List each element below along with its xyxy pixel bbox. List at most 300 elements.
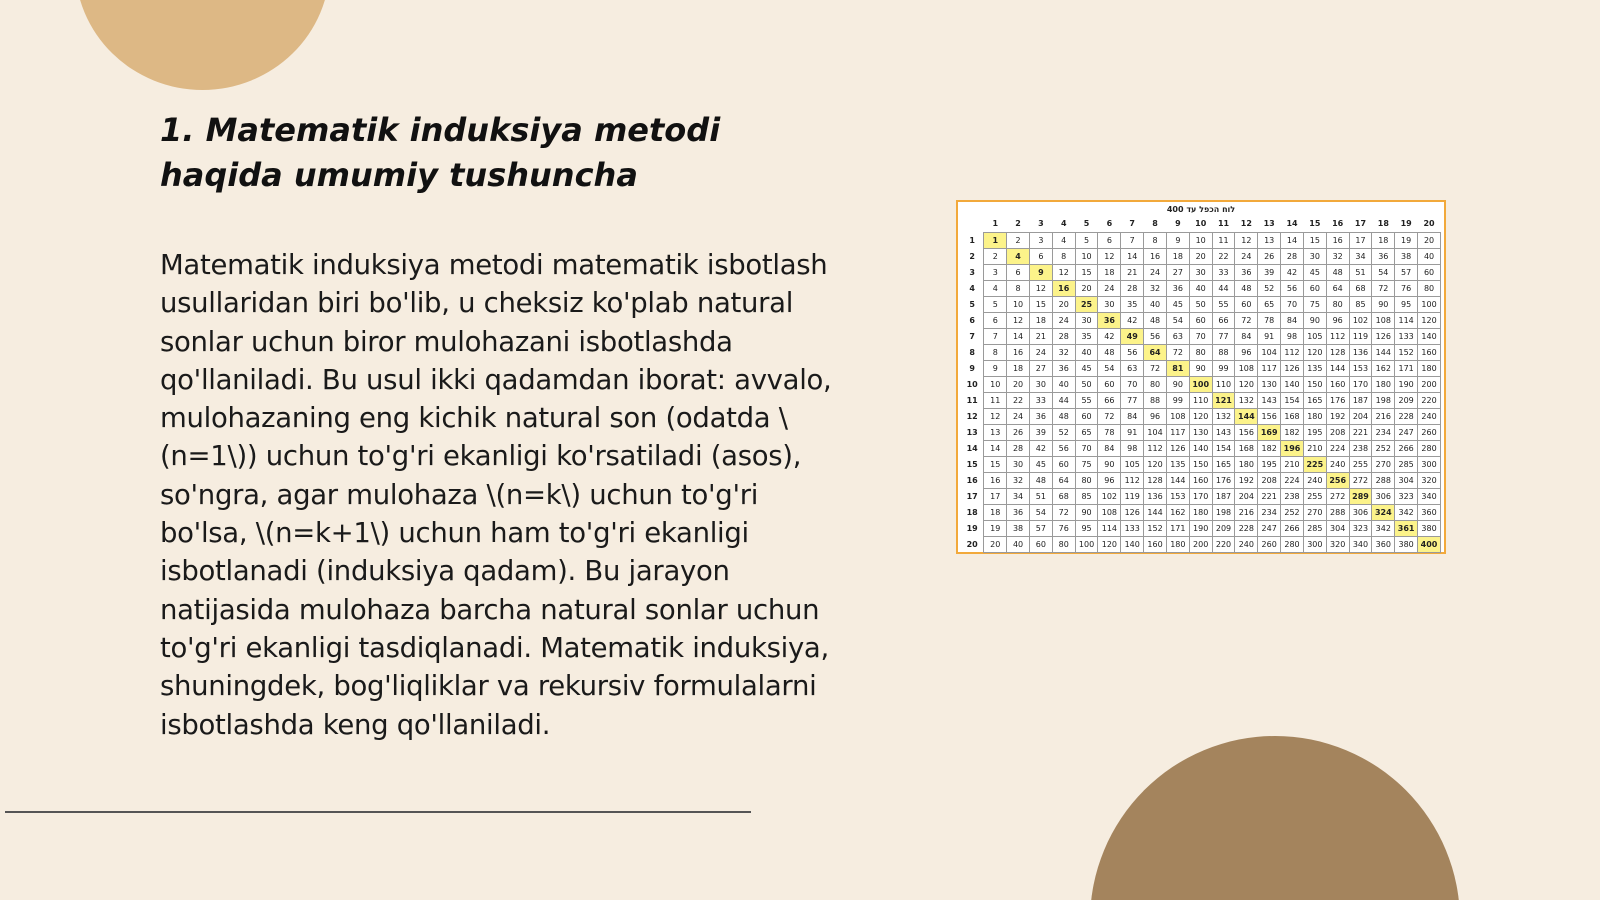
column-header: 13 [1263, 219, 1275, 229]
table-cell: 112 [1144, 440, 1167, 456]
table-cell: 247 [1395, 424, 1418, 440]
table-cell: 228 [1395, 408, 1418, 424]
table-cell: 16 [984, 472, 1007, 488]
table-cell: 6 [1029, 248, 1052, 264]
table-cell: 38 [1395, 248, 1418, 264]
column-header: 2 [1015, 219, 1021, 229]
table-cell: 120 [1418, 312, 1441, 328]
table-cell: 304 [1395, 472, 1418, 488]
table-cell: 176 [1212, 472, 1235, 488]
table-cell: 209 [1212, 520, 1235, 536]
table-cell: 80 [1189, 344, 1212, 360]
table-cell: 70 [1189, 328, 1212, 344]
table-cell: 114 [1098, 520, 1121, 536]
table-row [961, 232, 1441, 248]
table-cell: 84 [1281, 312, 1304, 328]
row-header: 18 [966, 507, 978, 517]
table-cell: 54 [1029, 504, 1052, 520]
table-cell: 11 [984, 392, 1007, 408]
table-cell: 18 [1007, 360, 1030, 376]
table-cell: 66 [1212, 312, 1235, 328]
table-cell: 180 [1418, 360, 1441, 376]
table-cell: 209 [1395, 392, 1418, 408]
table-cell: 15 [1029, 296, 1052, 312]
table-cell: 90 [1372, 296, 1395, 312]
table-cell: 35 [1121, 296, 1144, 312]
column-header: 8 [1152, 219, 1158, 229]
table-cell: 198 [1372, 392, 1395, 408]
table-cell: 90 [1303, 312, 1326, 328]
table-row [961, 376, 1441, 392]
table-cell: 204 [1235, 488, 1258, 504]
table-cell: 120 [1144, 456, 1167, 472]
table-cell: 39 [1258, 264, 1281, 280]
table-cell: 8 [1052, 248, 1075, 264]
table-cell: 108 [1372, 312, 1395, 328]
table-cell: 247 [1258, 520, 1281, 536]
table-cell: 133 [1395, 328, 1418, 344]
table-cell: 380 [1418, 520, 1441, 536]
table-cell: 135 [1303, 360, 1326, 376]
table-cell: 45 [1166, 296, 1189, 312]
table-cell: 60 [1235, 296, 1258, 312]
table-cell: 45 [1029, 456, 1052, 472]
row-header: 1 [969, 235, 975, 245]
table-row [961, 328, 1441, 344]
table-cell: 272 [1349, 472, 1372, 488]
table-cell: 144 [1144, 504, 1167, 520]
table-cell: 40 [1418, 248, 1441, 264]
table-cell: 160 [1189, 472, 1212, 488]
table-cell: 180 [1372, 376, 1395, 392]
table-cell: 105 [1303, 328, 1326, 344]
table-row [961, 408, 1441, 424]
table-cell: 165 [1212, 456, 1235, 472]
table-cell: 120 [1235, 376, 1258, 392]
table-cell: 42 [1121, 312, 1144, 328]
table-cell: 54 [1166, 312, 1189, 328]
table-cell: 220 [1418, 392, 1441, 408]
table-cell: 208 [1326, 424, 1349, 440]
table-cell: 306 [1349, 504, 1372, 520]
table-cell: 76 [1052, 520, 1075, 536]
table-cell: 18 [1372, 232, 1395, 248]
table-cell: 270 [1372, 456, 1395, 472]
table-cell: 48 [1029, 472, 1052, 488]
table-cell: 15 [1075, 264, 1098, 280]
table-row [961, 488, 1441, 504]
table-cell: 75 [1075, 456, 1098, 472]
table-cell: 20 [1007, 376, 1030, 392]
table-cell: 266 [1395, 440, 1418, 456]
table-cell: 170 [1349, 376, 1372, 392]
divider-line [5, 811, 751, 813]
table-cell: 266 [1281, 520, 1304, 536]
square-cell: 196 [1281, 440, 1304, 456]
table-cell: 340 [1349, 536, 1372, 552]
table-cell: 22 [1212, 248, 1235, 264]
table-cell: 105 [1121, 456, 1144, 472]
table-cell: 255 [1349, 456, 1372, 472]
table-cell: 126 [1281, 360, 1304, 376]
table-cell: 80 [1075, 472, 1098, 488]
table-cell: 57 [1395, 264, 1418, 280]
square-cell: 324 [1372, 504, 1395, 520]
table-cell: 190 [1189, 520, 1212, 536]
table-cell: 12 [1029, 280, 1052, 296]
table-cell: 270 [1303, 504, 1326, 520]
table-cell: 65 [1075, 424, 1098, 440]
table-cell: 32 [1144, 280, 1167, 296]
table-cell: 380 [1395, 536, 1418, 552]
table-cell: 15 [984, 456, 1007, 472]
table-cell: 28 [1121, 280, 1144, 296]
table-cell: 19 [984, 520, 1007, 536]
table-cell: 14 [1281, 232, 1304, 248]
table-cell: 140 [1281, 376, 1304, 392]
table-row [961, 440, 1441, 456]
table-cell: 28 [1281, 248, 1304, 264]
table-cell: 63 [1166, 328, 1189, 344]
column-header: 17 [1354, 219, 1367, 229]
table-cell: 13 [984, 424, 1007, 440]
table-cell: 272 [1326, 488, 1349, 504]
table-cell: 300 [1418, 456, 1441, 472]
table-cell: 224 [1326, 440, 1349, 456]
table-cell: 160 [1144, 536, 1167, 552]
table-cell: 306 [1372, 488, 1395, 504]
table-cell: 30 [1007, 456, 1030, 472]
table-cell: 198 [1212, 504, 1235, 520]
table-cell: 34 [1349, 248, 1372, 264]
table-cell: 153 [1349, 360, 1372, 376]
table-cell: 104 [1258, 344, 1281, 360]
table-cell: 60 [1052, 456, 1075, 472]
table-cell: 70 [1281, 296, 1304, 312]
square-cell: 4 [1007, 248, 1030, 264]
table-cell: 12 [984, 408, 1007, 424]
table-cell: 60 [1418, 264, 1441, 280]
multiplication-table-image [956, 200, 1446, 554]
table-cell: 143 [1258, 392, 1281, 408]
table-row [961, 296, 1441, 312]
table-cell: 180 [1166, 536, 1189, 552]
table-cell: 56 [1281, 280, 1304, 296]
row-header: 14 [966, 443, 978, 453]
table-cell: 80 [1418, 280, 1441, 296]
table-cell: 24 [1144, 264, 1167, 280]
row-header: 16 [966, 475, 978, 485]
table-cell: 240 [1235, 536, 1258, 552]
table-cell: 36 [1052, 360, 1075, 376]
table-cell: 192 [1235, 472, 1258, 488]
table-cell: 56 [1121, 344, 1144, 360]
table-cell: 40 [1189, 280, 1212, 296]
row-header: 10 [966, 379, 978, 389]
table-cell: 85 [1349, 296, 1372, 312]
table-cell: 255 [1303, 488, 1326, 504]
table-cell: 48 [1052, 408, 1075, 424]
table-cell: 65 [1258, 296, 1281, 312]
table-cell: 35 [1075, 328, 1098, 344]
table-cell: 10 [1075, 248, 1098, 264]
table-cell: 240 [1418, 408, 1441, 424]
table-cell: 13 [1258, 232, 1281, 248]
table-cell: 200 [1189, 536, 1212, 552]
table-cell: 240 [1326, 456, 1349, 472]
table-cell: 6 [1007, 264, 1030, 280]
square-cell: 9 [1029, 264, 1052, 280]
decorative-circle-bottom [1090, 736, 1460, 900]
table-cell: 323 [1395, 488, 1418, 504]
table-cell: 21 [1121, 264, 1144, 280]
table-cell: 192 [1326, 408, 1349, 424]
table-cell: 80 [1326, 296, 1349, 312]
slide-body-text: Matematik induksiya metodi matematik isbotlash usullaridan biri bo'lib, u cheksiz ko'plab natural sonlar uchun biror mulohazani isbotlashda qo'llaniladi. Bu usul ikki qadamdan iborat: avvalo, mulohazaning eng kichik natural son (odatda \(n=1\)) uchun to'g'ri ekanligi ko'rsatiladi (asos), so'ngra, agar mulohaza \(n=k\) uchun to'g'ri bo'lsa, \(n=k+1\) uchun ham to'g'ri ekanligi isbotlanadi (induksiya qadam). Bu jarayon natijasida mulohaza barcha natural sonlar uchun to'g'ri ekanligi tasdiqlanadi. Matematik induksiya, shuningdek, bog'liqliklar va rekursiv formulalarni isbotlashda keng qo'llaniladi. [160, 249, 832, 741]
table-cell: 84 [1235, 328, 1258, 344]
table-cell: 33 [1212, 264, 1235, 280]
table-cell: 360 [1372, 536, 1395, 552]
table-cell: 136 [1144, 488, 1167, 504]
table-cell: 75 [1303, 296, 1326, 312]
table-cell: 208 [1258, 472, 1281, 488]
table-cell: 224 [1281, 472, 1304, 488]
table-cell: 168 [1235, 440, 1258, 456]
table-cell: 78 [1098, 424, 1121, 440]
table-cell: 30 [1303, 248, 1326, 264]
table-cell: 136 [1349, 344, 1372, 360]
table-cell: 160 [1326, 376, 1349, 392]
table-cell: 68 [1349, 280, 1372, 296]
table-cell: 72 [1144, 360, 1167, 376]
square-cell: 225 [1303, 456, 1326, 472]
table-cell: 182 [1258, 440, 1281, 456]
table-cell: 342 [1372, 520, 1395, 536]
table-cell: 50 [1189, 296, 1212, 312]
table-cell: 8 [984, 344, 1007, 360]
table-cell: 36 [1007, 504, 1030, 520]
table-cell: 5 [1075, 232, 1098, 248]
table-cell: 32 [1052, 344, 1075, 360]
table-cell: 26 [1258, 248, 1281, 264]
table-cell: 15 [1303, 232, 1326, 248]
table-cell: 88 [1212, 344, 1235, 360]
table-cell: 30 [1029, 376, 1052, 392]
table-cell: 84 [1121, 408, 1144, 424]
table-cell: 323 [1349, 520, 1372, 536]
table-cell: 22 [1007, 392, 1030, 408]
table-cell: 20 [984, 536, 1007, 552]
table-cell: 112 [1121, 472, 1144, 488]
table-cell: 57 [1029, 520, 1052, 536]
table-cell: 154 [1281, 392, 1304, 408]
table-cell: 156 [1258, 408, 1281, 424]
table-cell: 228 [1235, 520, 1258, 536]
table-row [961, 280, 1441, 296]
table-cell: 18 [1166, 248, 1189, 264]
table-cell: 27 [1166, 264, 1189, 280]
row-header: 11 [966, 395, 978, 405]
column-header: 1 [992, 219, 999, 229]
table-cell: 114 [1395, 312, 1418, 328]
table-cell: 36 [1372, 248, 1395, 264]
table-cell: 300 [1303, 536, 1326, 552]
table-cell: 10 [1007, 296, 1030, 312]
table-cell: 120 [1303, 344, 1326, 360]
slide-title-line-1: 1. Matematik induksiya metodi [160, 111, 721, 149]
table-cell: 9 [984, 360, 1007, 376]
table-cell: 171 [1166, 520, 1189, 536]
table-cell: 180 [1189, 504, 1212, 520]
table-cell: 52 [1052, 424, 1075, 440]
square-cell: 169 [1258, 424, 1281, 440]
square-cell: 361 [1395, 520, 1418, 536]
table-cell: 126 [1121, 504, 1144, 520]
table-cell: 340 [1418, 488, 1441, 504]
table-cell: 165 [1303, 392, 1326, 408]
table-cell: 42 [1281, 264, 1304, 280]
table-cell: 285 [1395, 456, 1418, 472]
table-cell: 24 [1052, 312, 1075, 328]
table-cell: 88 [1144, 392, 1167, 408]
table-row [961, 344, 1441, 360]
square-cell: 49 [1121, 328, 1144, 344]
table-cell: 11 [1212, 232, 1235, 248]
table-cell: 40 [1052, 376, 1075, 392]
row-header: 8 [969, 347, 975, 357]
table-cell: 90 [1189, 360, 1212, 376]
table-cell: 95 [1075, 520, 1098, 536]
table-cell: 90 [1075, 504, 1098, 520]
table-cell: 63 [1121, 360, 1144, 376]
table-cell: 108 [1098, 504, 1121, 520]
table-cell: 12 [1098, 248, 1121, 264]
table-cell: 140 [1418, 328, 1441, 344]
table-row [961, 472, 1441, 488]
table-cell: 10 [1189, 232, 1212, 248]
table-caption: לוח הכפל עד 400 [1166, 205, 1236, 214]
table-cell: 30 [1189, 264, 1212, 280]
row-header: 5 [969, 299, 975, 309]
row-header: 13 [966, 427, 978, 437]
table-cell: 44 [1212, 280, 1235, 296]
table-cell: 16 [1144, 248, 1167, 264]
table-cell: 60 [1075, 408, 1098, 424]
table-cell: 98 [1281, 328, 1304, 344]
table-cell: 68 [1052, 488, 1075, 504]
table-cell: 7 [1121, 232, 1144, 248]
table-cell: 72 [1098, 408, 1121, 424]
table-cell: 48 [1235, 280, 1258, 296]
table-cell: 66 [1098, 392, 1121, 408]
table-cell: 70 [1075, 440, 1098, 456]
table-cell: 117 [1258, 360, 1281, 376]
table-cell: 140 [1189, 440, 1212, 456]
table-cell: 100 [1075, 536, 1098, 552]
row-header: 19 [966, 523, 978, 533]
table-cell: 6 [984, 312, 1007, 328]
square-cell: 289 [1349, 488, 1372, 504]
table-cell: 51 [1029, 488, 1052, 504]
table-cell: 70 [1121, 376, 1144, 392]
column-header: 18 [1377, 219, 1389, 229]
column-header: 16 [1332, 219, 1344, 229]
table-cell: 102 [1098, 488, 1121, 504]
table-row [961, 392, 1441, 408]
table-cell: 128 [1144, 472, 1167, 488]
table-cell: 45 [1075, 360, 1098, 376]
table-cell: 99 [1212, 360, 1235, 376]
table-cell: 90 [1098, 456, 1121, 472]
table-row [961, 248, 1441, 264]
table-cell: 95 [1395, 296, 1418, 312]
table-cell: 210 [1303, 440, 1326, 456]
table-cell: 144 [1166, 472, 1189, 488]
table-cell: 24 [1029, 344, 1052, 360]
table-cell: 195 [1303, 424, 1326, 440]
table-cell: 96 [1144, 408, 1167, 424]
slide-title [160, 108, 800, 198]
table-cell: 45 [1303, 264, 1326, 280]
table-cell: 7 [984, 328, 1007, 344]
table-cell: 24 [1235, 248, 1258, 264]
table-cell: 10 [984, 376, 1007, 392]
table-cell: 12 [1052, 264, 1075, 280]
table-cell: 221 [1258, 488, 1281, 504]
table-cell: 180 [1303, 408, 1326, 424]
table-cell: 12 [1235, 232, 1258, 248]
table-cell: 44 [1052, 392, 1075, 408]
table-cell: 280 [1418, 440, 1441, 456]
table-cell: 119 [1121, 488, 1144, 504]
table-cell: 280 [1281, 536, 1304, 552]
table-cell: 98 [1121, 440, 1144, 456]
table-row [961, 456, 1441, 472]
table-cell: 51 [1349, 264, 1372, 280]
table-row [961, 504, 1441, 520]
row-header: 4 [969, 283, 975, 293]
table-cell: 260 [1418, 424, 1441, 440]
row-header: 15 [966, 459, 978, 469]
table-cell: 99 [1166, 392, 1189, 408]
table-cell: 168 [1281, 408, 1304, 424]
table-cell: 96 [1235, 344, 1258, 360]
table-cell: 18 [1098, 264, 1121, 280]
table-cell: 17 [984, 488, 1007, 504]
table-cell: 36 [1029, 408, 1052, 424]
table-cell: 48 [1326, 264, 1349, 280]
row-header: 20 [966, 539, 978, 549]
column-header: 9 [1175, 219, 1181, 229]
table-cell: 108 [1166, 408, 1189, 424]
square-cell: 64 [1144, 344, 1167, 360]
table-cell: 342 [1395, 504, 1418, 520]
table-cell: 20 [1052, 296, 1075, 312]
table-cell: 76 [1395, 280, 1418, 296]
table-cell: 108 [1235, 360, 1258, 376]
table-cell: 20 [1075, 280, 1098, 296]
table-cell: 288 [1372, 472, 1395, 488]
column-header: 19 [1400, 219, 1412, 229]
table-cell: 190 [1395, 376, 1418, 392]
table-cell: 64 [1052, 472, 1075, 488]
table-cell: 154 [1212, 440, 1235, 456]
table-cell: 60 [1098, 376, 1121, 392]
table-cell: 72 [1235, 312, 1258, 328]
table-cell: 260 [1258, 536, 1281, 552]
table-cell: 64 [1326, 280, 1349, 296]
table-cell: 200 [1418, 376, 1441, 392]
